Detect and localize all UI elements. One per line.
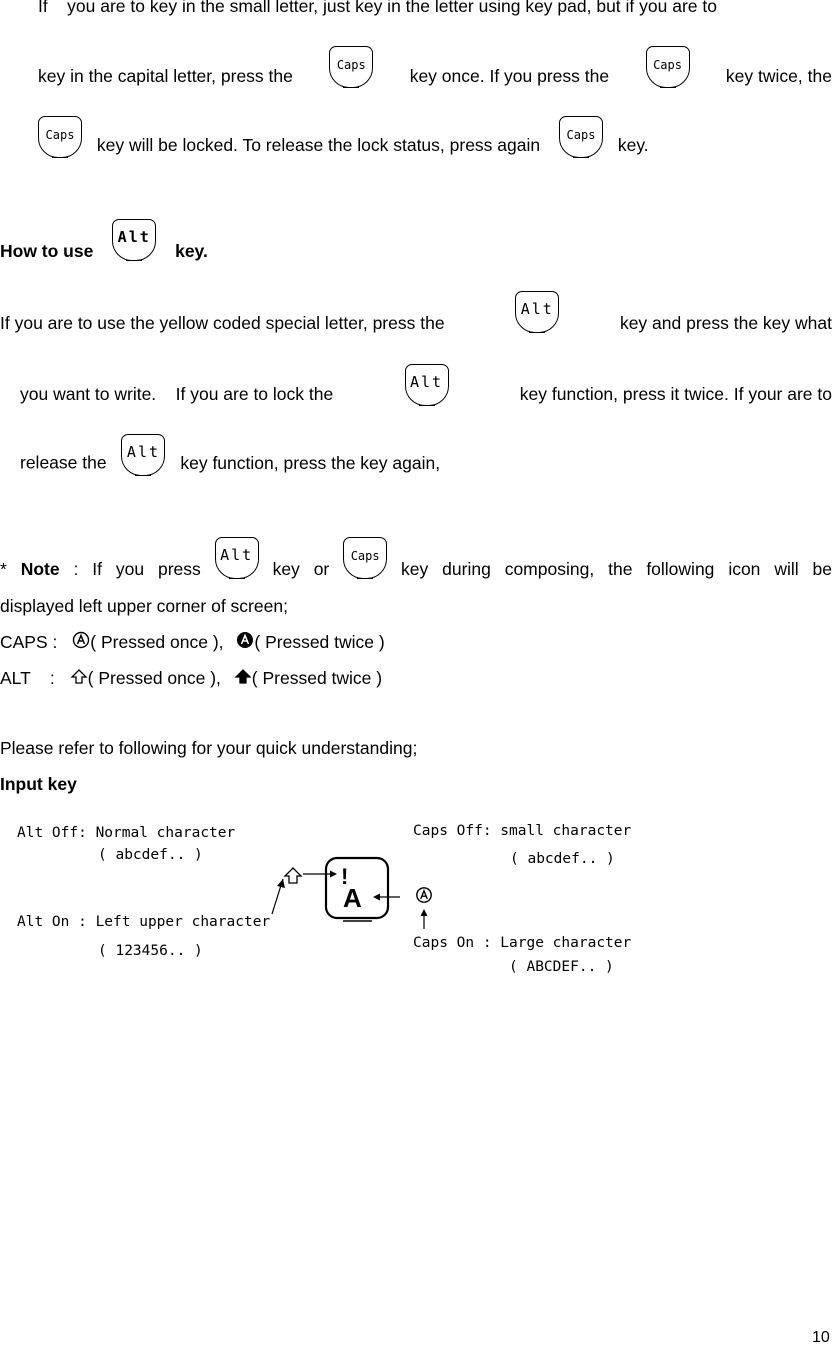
- caps-key-label: Caps: [653, 58, 682, 72]
- note-label: Note: [20, 559, 60, 579]
- alt-key-icon: [112, 219, 156, 261]
- note-word: composing,: [504, 559, 595, 579]
- note-word: key: [401, 559, 429, 579]
- alt-key-label: Alt: [126, 443, 161, 461]
- alt-para-line-2-a: you want to write. If you are to lock the: [20, 384, 334, 404]
- caps-para-line-3-a: key will be locked. To release the lock status, press again: [96, 134, 541, 155]
- caps-para-line-2-c: key twice, the: [725, 66, 832, 86]
- note-word: be: [812, 559, 832, 579]
- caps-once-icon: [72, 631, 90, 649]
- caps-status-once: ( Pressed once ),: [90, 632, 224, 652]
- diagram-caps-on-example: ( ABCDEF.. ): [509, 959, 614, 975]
- diagram-alt-off-example: ( abcdef.. ): [98, 847, 203, 863]
- note-word: key: [272, 559, 300, 579]
- caps-para-line-2: [38, 58, 832, 88]
- caps-para-line-2-b: key once. If you press the: [409, 66, 610, 86]
- alt-status-once: ( Pressed once ),: [87, 668, 221, 688]
- diagram-key-upper: !: [341, 864, 349, 889]
- diagram-graphics: [0, 800, 833, 1000]
- alt-twice-icon: [234, 668, 252, 686]
- alt-para-line-3-b: key function, press the key again,: [180, 452, 441, 473]
- diagram-alt-on-example: ( 123456.. ): [98, 943, 203, 959]
- alt-status-twice: ( Pressed twice ): [251, 668, 383, 688]
- caps-para-line-3: [38, 128, 649, 158]
- caps-key-label: Caps: [336, 58, 366, 72]
- diagram-caps-icon: [417, 888, 431, 902]
- refer-text: Please refer to following for your quick understanding;: [0, 738, 418, 758]
- caps-para-line-1-text: If you are to key in the small letter, just key in the letter using key pad, but if you are to: [38, 0, 717, 16]
- alt-key-icon: [121, 434, 165, 476]
- caps-para-line-3-b: key.: [617, 134, 649, 155]
- note-line-2: displayed left upper corner of screen;: [0, 596, 288, 616]
- diagram-caps-off-example: ( abcdef.. ): [510, 851, 615, 867]
- caps-key-label: Caps: [45, 128, 75, 142]
- alt-para-line-1: [0, 300, 832, 333]
- page-number: 10: [812, 1329, 830, 1346]
- note-word: following: [646, 559, 715, 579]
- caps-status-label: CAPS :: [0, 632, 58, 652]
- caps-key-icon: [329, 46, 373, 88]
- caps-key-icon: [559, 116, 603, 158]
- alt-key-icon: [515, 291, 559, 333]
- caps-para-line-1: [38, 0, 832, 16]
- alt-key-label: Alt: [409, 373, 444, 391]
- alt-para-line-1-b: key and press the key what: [619, 313, 832, 333]
- alt-key-icon: [215, 537, 259, 579]
- diagram-key-main: A: [343, 883, 362, 913]
- note-word: icon: [728, 559, 761, 579]
- caps-key-icon: [343, 537, 387, 579]
- note-word: you: [115, 559, 145, 579]
- alt-heading-a: How to use: [0, 241, 94, 261]
- note-word: or: [313, 559, 330, 579]
- note-star: *: [0, 559, 7, 579]
- note-line-1: [0, 546, 832, 579]
- note-word: If: [92, 559, 102, 579]
- alt-once-icon: [70, 668, 88, 686]
- alt-para-line-3-a: release the: [20, 452, 107, 473]
- alt-para-line-2-b: key function, press it twice. If your are to: [519, 384, 832, 404]
- diagram-alt-off: Alt Off: Normal character: [17, 825, 236, 841]
- diagram-caps-off: Caps Off: small character: [413, 823, 632, 839]
- alt-heading: [0, 228, 208, 261]
- alt-status-line: [0, 668, 382, 688]
- input-key-heading: Input key: [0, 774, 77, 794]
- note-word: will: [774, 559, 799, 579]
- note-word: :: [73, 559, 79, 579]
- diagram-alt-on: Alt On : Left upper character: [17, 914, 271, 930]
- diagram-caps-on: Caps On : Large character: [413, 935, 632, 951]
- caps-status-twice: ( Pressed twice ): [254, 632, 385, 652]
- caps-key-label: Caps: [350, 549, 380, 563]
- alt-para-line-3: [20, 443, 441, 476]
- alt-key-label: Alt: [220, 546, 254, 564]
- alt-para-line-1-a: If you are to use the yellow coded special letter, press the: [0, 313, 445, 333]
- note-word: the: [608, 559, 633, 579]
- note-word: during: [442, 559, 491, 579]
- caps-twice-icon: [236, 631, 254, 649]
- alt-heading-b: key.: [175, 241, 208, 261]
- alt-key-label: Alt: [520, 300, 554, 318]
- caps-key-label: Caps: [566, 128, 596, 142]
- note-word: press: [157, 559, 201, 579]
- alt-para-line-2: [20, 373, 832, 406]
- caps-key-icon: [646, 46, 690, 88]
- alt-key-label: Alt: [117, 228, 151, 247]
- caps-key-icon: [38, 116, 82, 158]
- alt-key-icon: [405, 364, 449, 406]
- caps-para-line-2-a: key in the capital letter, press the: [38, 66, 293, 86]
- diagram-shift-icon: [285, 868, 301, 883]
- alt-status-label: ALT :: [0, 668, 55, 688]
- caps-status-line: [0, 632, 385, 652]
